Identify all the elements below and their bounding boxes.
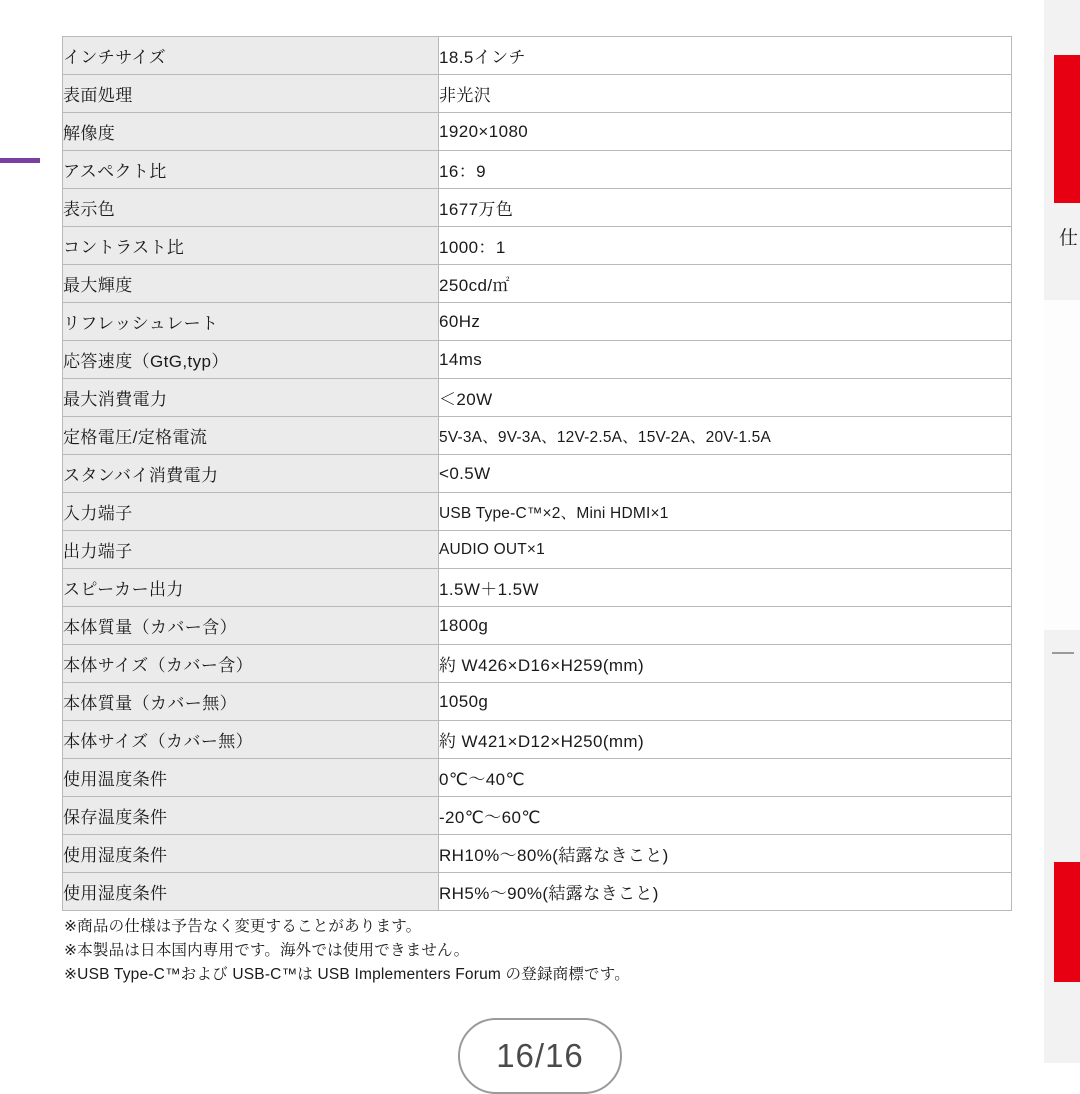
adjacent-page-divider [1052, 652, 1074, 654]
page-indicator-label: 16/16 [496, 1037, 584, 1074]
spec-label: 保存温度条件 [63, 797, 439, 835]
table-row [63, 113, 1012, 151]
spec-value: -20℃～60℃ [439, 797, 1012, 835]
footnote-line: ※本製品は日本国内専用です。海外では使用できません。 [64, 942, 470, 960]
spec-label: 本体質量（カバー含） [63, 607, 439, 645]
table-row [63, 227, 1012, 265]
spec-value: 60Hz [439, 303, 1012, 341]
spec-label: 使用湿度条件 [63, 835, 439, 873]
spec-label: 最大輝度 [63, 265, 439, 303]
spec-value: 18.5インチ [439, 37, 1012, 75]
spec-value: <0.5W [439, 455, 1012, 493]
spec-label: 応答速度（GtG,typ） [63, 341, 439, 379]
spec-value: 0℃～40℃ [439, 759, 1012, 797]
table-row [63, 151, 1012, 189]
specification-table-wrapper [62, 36, 1012, 911]
spec-value: 16：9 [439, 151, 1012, 189]
adjacent-page-body [1044, 300, 1080, 630]
spec-value: USB Type-C™×2、Mini HDMI×1 [439, 493, 1012, 531]
footnotes [64, 915, 630, 987]
spec-label: リフレッシュレート [63, 303, 439, 341]
spec-value: ＜20W [439, 379, 1012, 417]
spec-label: スピーカー出力 [63, 569, 439, 607]
spec-label: コントラスト比 [63, 227, 439, 265]
page-indicator [458, 1018, 622, 1094]
table-row [63, 645, 1012, 683]
spec-label: 本体質量（カバー無） [63, 683, 439, 721]
footnote-line: ※商品の仕様は予告なく変更することがあります。 [64, 918, 422, 935]
table-row [63, 455, 1012, 493]
spec-label: 表示色 [63, 189, 439, 227]
table-row [63, 683, 1012, 721]
table-row [63, 721, 1012, 759]
spec-label: 解像度 [63, 113, 439, 151]
table-row [63, 37, 1012, 75]
table-row [63, 493, 1012, 531]
table-row [63, 873, 1012, 911]
table-row [63, 835, 1012, 873]
spec-value: 14ms [439, 341, 1012, 379]
table-row [63, 265, 1012, 303]
spec-value: 5V-3A、9V-3A、12V-2.5A、15V-2A、20V-1.5A [439, 417, 1012, 455]
spec-label: 本体サイズ（カバー無） [63, 721, 439, 759]
spec-label: 本体サイズ（カバー含） [63, 645, 439, 683]
spec-label: インチサイズ [63, 37, 439, 75]
spec-label: 最大消費電力 [63, 379, 439, 417]
table-row [63, 417, 1012, 455]
table-row [63, 341, 1012, 379]
table-row [63, 379, 1012, 417]
specification-table-body [63, 37, 1012, 911]
adjacent-page-red-banner-bottom [1054, 862, 1080, 982]
spec-label: 出力端子 [63, 531, 439, 569]
spec-label: アスペクト比 [63, 151, 439, 189]
table-row [63, 759, 1012, 797]
spec-value: 1677万色 [439, 189, 1012, 227]
table-row [63, 607, 1012, 645]
spec-value: 250cd/㎡ [439, 265, 1012, 303]
spec-label: 使用温度条件 [63, 759, 439, 797]
spec-label: 定格電圧/定格電流 [63, 417, 439, 455]
table-row [63, 75, 1012, 113]
spec-label: 使用湿度条件 [63, 873, 439, 911]
spec-value: 約 W421×D12×H250(mm) [439, 721, 1012, 759]
spec-value: 1800g [439, 607, 1012, 645]
spec-value: AUDIO OUT×1 [439, 531, 1012, 569]
spec-value: 1920×1080 [439, 113, 1012, 151]
spec-value: RH10%～80%(結露なきこと) [439, 835, 1012, 873]
table-row [63, 303, 1012, 341]
spec-value: 約 W426×D16×H259(mm) [439, 645, 1012, 683]
footnote-line: ※USB Type-C™および USB-C™は USB Implementers Forum の登録商標です。 [64, 966, 630, 984]
adjacent-page-red-banner-top [1054, 55, 1080, 203]
spec-label: 入力端子 [63, 493, 439, 531]
adjacent-page-text: 仕 [1058, 228, 1078, 249]
spec-label: 表面処理 [63, 75, 439, 113]
table-row [63, 569, 1012, 607]
spec-value: 非光沢 [439, 75, 1012, 113]
left-page-edge [0, 163, 8, 543]
adjacent-page-sliver [1044, 0, 1080, 1063]
table-row [63, 797, 1012, 835]
spec-value: 1.5W＋1.5W [439, 569, 1012, 607]
spec-label: スタンバイ消費電力 [63, 455, 439, 493]
spec-value: 1050g [439, 683, 1012, 721]
spec-value: RH5%～90%(結露なきこと) [439, 873, 1012, 911]
specification-table [62, 36, 1012, 911]
table-row [63, 189, 1012, 227]
table-row [63, 531, 1012, 569]
spec-value: 1000：1 [439, 227, 1012, 265]
